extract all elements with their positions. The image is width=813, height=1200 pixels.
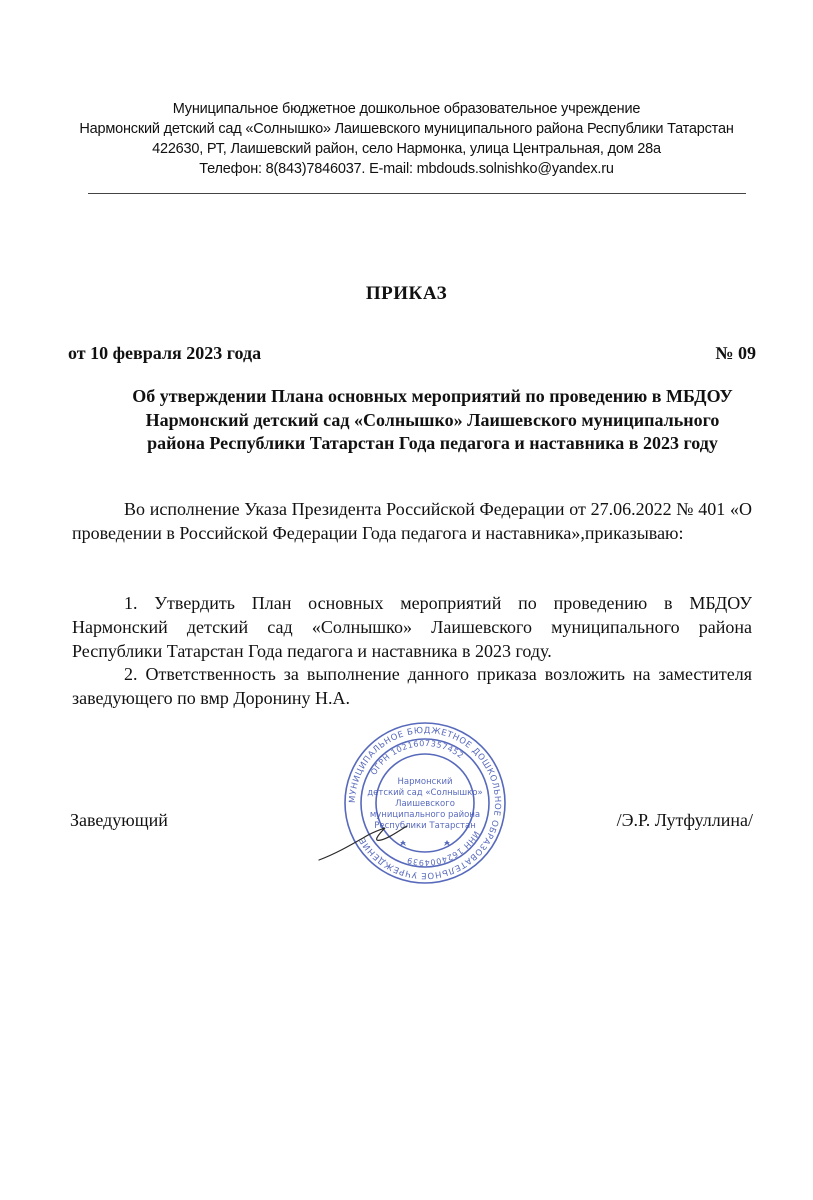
- header-divider: [88, 193, 746, 194]
- header-line-contacts: Телефон: 8(843)7846037. E-mail: mbdouds.solnishko@yandex.ru: [199, 161, 614, 177]
- stamp-ogrn: ОГРН 1021607357452: [369, 738, 466, 777]
- stamp-center-line: детский сад «Солнышко»: [367, 788, 483, 798]
- document-title: ПРИКАЗ: [365, 283, 448, 304]
- header-line-institution-type: Муниципальное бюджетное дошкольное образовательное учреждение: [172, 101, 641, 117]
- order-subject: Об утверждении Плана основных мероприятий по проведению в МБДОУ Нармонский детский сад «Солнышко» Лаишевского муниципального района Республики Татарстан Года педагога и наставника в 2023 году: [132, 386, 733, 453]
- stamp-center-line: муниципального района: [369, 810, 481, 820]
- stamp-outer-text: МУНИЦИПАЛЬНОЕ БЮДЖЕТНОЕ ДОШКОЛЬНОЕ ОБРАЗОВАТЕЛЬНОЕ УЧРЕЖДЕНИЕ: [347, 725, 503, 881]
- order-preamble: Во исполнение Указа Президента Российской Федерации от 27.06.2022 № 401 «О проведении в Российской Федерации Года педагога и наставника»,приказываю:: [72, 499, 752, 543]
- stamp-star-icon: [444, 840, 450, 846]
- header-line-address: 422630, РТ, Лаишевский район, село Нармонка, улица Центральная, дом 28а: [152, 141, 661, 157]
- order-item-2: 2. Ответственность за выполнение данного приказа возложить на заместителя заведующего по вмр Доронину Н.А.: [72, 664, 752, 708]
- organization-header: [60, 99, 753, 179]
- handwritten-signature: [315, 820, 415, 865]
- signer-name: /Э.Р. Лутфуллина/: [616, 810, 753, 830]
- signer-role: Заведующий: [70, 810, 168, 830]
- header-line-institution-name: Нармонский детский сад «Солнышко» Лаишевского муниципального района Республики Татарстан: [79, 121, 734, 137]
- order-date: от 10 февраля 2023 года: [68, 343, 262, 363]
- order-number: № 09: [715, 343, 756, 363]
- stamp-center-line: Лаишевского: [395, 799, 455, 809]
- order-item-1: 1. Утвердить План основных мероприятий по проведению в МБДОУ Нармонский детский сад «Солнышко» Лаишевского муниципального района Республики Татарстан Года педагога и наставника в 2023 году.: [72, 593, 752, 661]
- stamp-inn: ИНН 1624004939: [405, 829, 481, 868]
- stamp-center-line: Республики Татарстан: [374, 821, 476, 831]
- stamp-center-line: Нармонский: [397, 777, 453, 787]
